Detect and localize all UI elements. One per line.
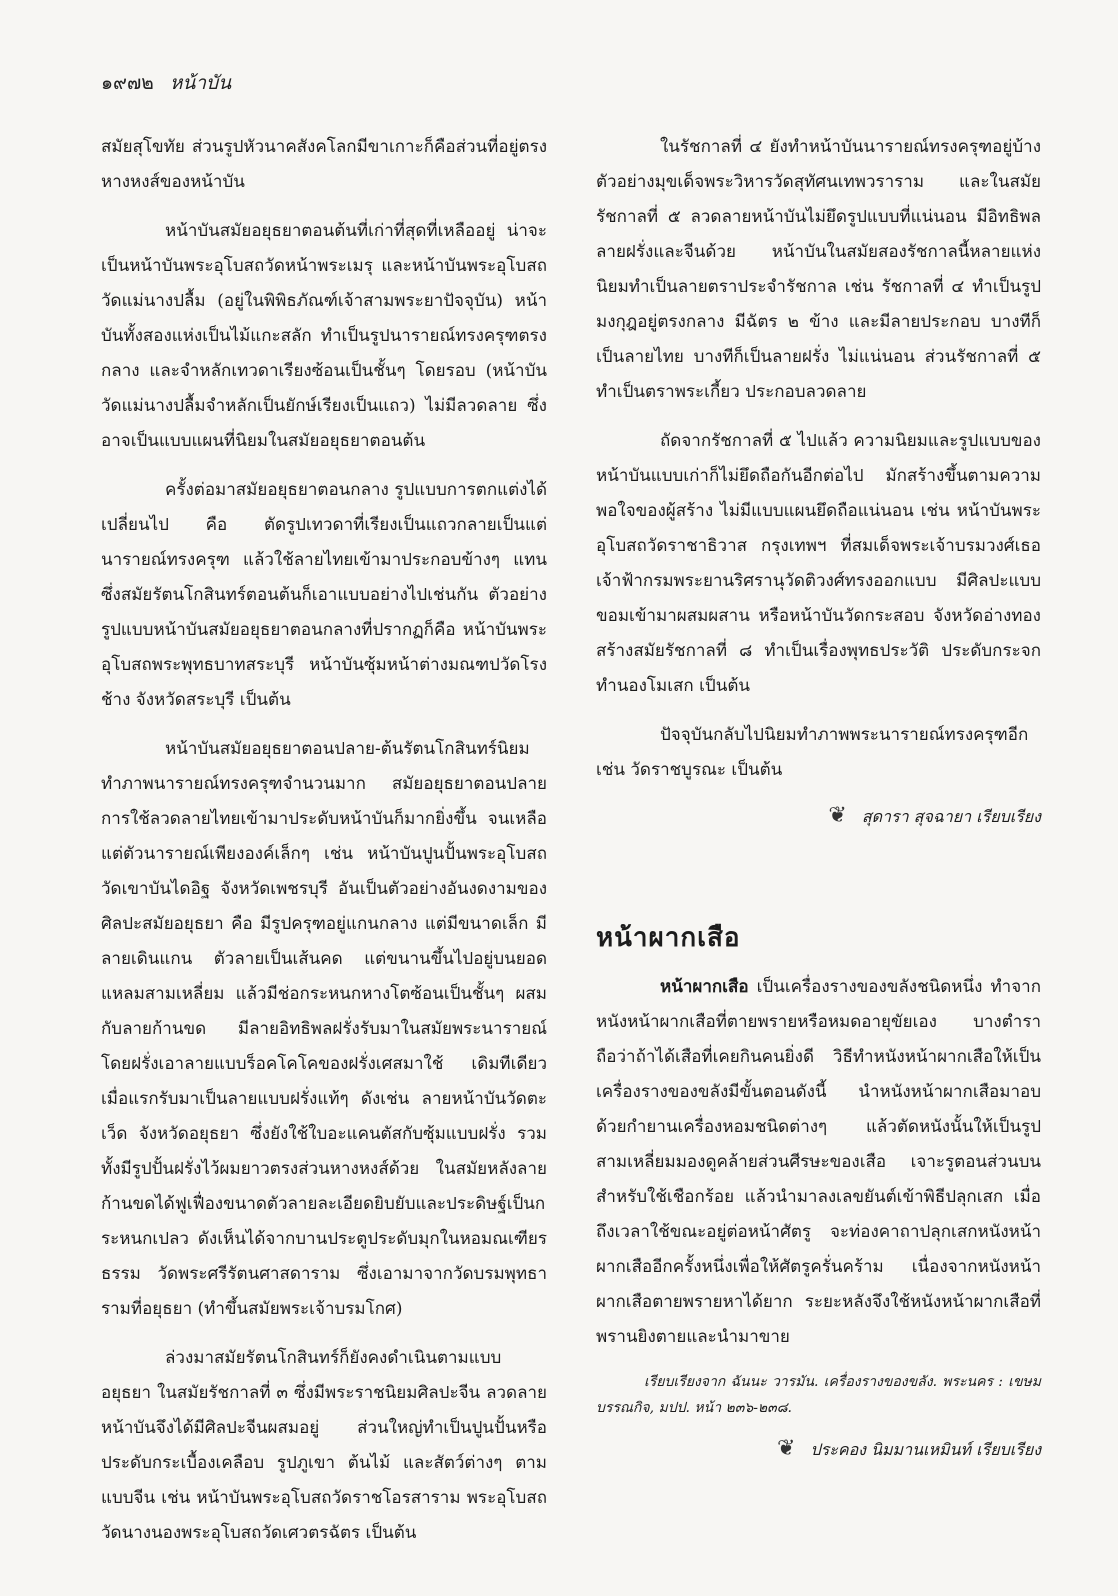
entry-body: เป็นเครื่องรางของขลังชนิดหนึ่ง ทำจากหนังหน้าผากเสือที่ตายพรายหรือหมดอายุขัยเอง บางตำราถือว่าถ้าได้เสือที่เคยกินคนยิ่งดี วิธีทำหนังหน้าผากเสือให้เป็นเครื่องรางของขลังมีขั้นตอนดังนี้ นำหนังหน้าผากเสือมาอบด้วยกำยานเครื่องหอมชนิดต่างๆ แล้วตัดหนังนั้นให้เป็นรูปสามเหลี่ยมมองดูคล้ายส่วนศีรษะของเสือ เจาะรูตอนส่วนบนสำหรับใช้เชือกร้อย แล้วนำมาลงเลขยันต์เข้าพิธีปลุกเสก เมื่อถึงเวลาใช้ขณะอยู่ต่อหน้าศัตรู จะท่องคาถาปลุกเสกหนังหน้าผากเสืออีกครั้งหนึ่งเพื่อให้ศัตรูครั่นคร้าม เนื่องจากหนังหน้าผากเสือตายพรายหาได้ยาก ระยะหลังจึงใช้หนังหน้าผากเสือที่พรานยิงตายและนำมาขาย — [596, 977, 1041, 1347]
paragraph — [596, 970, 1041, 1355]
page-number: ๑๙๗๒ — [101, 72, 154, 94]
author-credit-text: สุดารา สุจฉายา เรียบเรียง — [861, 807, 1041, 826]
section-title: หน้าผากเสือ — [596, 923, 741, 953]
author-credit — [596, 1435, 1041, 1464]
author-credit — [596, 802, 1041, 831]
paragraph: หน้าบันสมัยอยุธยาตอนปลาย-ต้นรัตนโกสินทร์นิยมทำภาพนารายณ์ทรงครุฑจำนวนมาก สมัยอยุธยาตอนปลายการใช้ลวดลายไทยเข้ามาประดับหน้าบันก็มากยิ่งขึ้น จนเหลือแต่ตัวนารายณ์เพียงองค์เล็กๆ เช่น หน้าบันปูนปั้นพระอุโบสถวัดเขาบันไดอิฐ จังหวัดเพชรบุรี อันเป็นตัวอย่างอันงดงามของศิลปะสมัยอยุธยา คือ มีรูปครุฑอยู่แกนกลาง แต่มีขนาดเล็ก มีลายเดินแกน ตัวลายเป็นเส้นคด แต่ขนานขึ้นไปอยู่บนยอดแหลมสามเหลี่ยม แล้วมีช่อกระหนกหางโตซ้อนเป็นชั้นๆ ผสมกับลายก้านขด มีลายอิทธิพลฝรั่งรับมาในสมัยพระนารายณ์ โดยฝรั่งเอาลายแบบร็อคโคโคของฝรั่งเศสมาใช้ เดิมทีเดียวเมื่อแรกรับมาเป็นลายแบบฝรั่งแท้ๆ ดังเช่น ลายหน้าบันวัดตะเว็ด จังหวัดอยุธยา ซึ่งยังใช้ใบอะแคนตัสกับซุ้มแบบฝรั่ง รวมทั้งมีรูปปั้นฝรั่งไว้ผมยาวตรงส่วนหางหงส์ด้วย ในสมัยหลังลายก้านขดได้ฟูเฟื่องขนาดตัวลายละเอียดยิบยับและประดิษฐ์เป็นกระหนกเปลว ดังเห็นได้จากบานประตูประดับมุกในหอมณเฑียรธรรม วัดพระศรีรัตนศาสดาราม ซึ่งเอามาจากวัดบรมพุทธารามที่อยุธยา (ทำขึ้นสมัยพระเจ้าบรมโกศ) — [101, 739, 547, 1319]
running-title: หน้าบัน — [169, 72, 232, 94]
floral-ornament-icon: ❦ — [828, 803, 847, 828]
running-header — [101, 68, 231, 98]
right-column — [596, 130, 1041, 1464]
paragraph: ในรัชกาลที่ ๔ ยังทำหน้าบันนารายณ์ทรงครุฑอยู่บ้าง ตัวอย่างมุขเด็จพระวิหารวัดสุทัศนเทพวราราม และในสมัยรัชกาลที่ ๕ ลวดลายหน้าบันไม่ยึดรูปแบบที่แน่นอน มีอิทธิพลลายฝรั่งและจีนด้วย หน้าบันในสมัยสองรัชกาลนี้หลายแห่งนิยมทำเป็นลายตราประจำรัชกาล เช่น รัชกาลที่ ๔ ทำเป็นรูปมงกุฎอยู่ตรงกลาง มีฉัตร ๒ ข้าง และมีลายประกอบ บางทีก็เป็นลายไทย บางทีก็เป็นลายฝรั่ง ไม่แน่นอน ส่วนรัชกาลที่ ๕ ทำเป็นตราพระเกี้ยว ประกอบลวดลาย — [596, 137, 1041, 402]
paragraph: ถัดจากรัชกาลที่ ๕ ไปแล้ว ความนิยมและรูปแบบของหน้าบันแบบเก่าก็ไม่ยึดถือกันอีกต่อไป มักสร้างขึ้นตามความพอใจของผู้สร้าง ไม่มีแบบแผนยึดถือแน่นอน เช่น หน้าบันพระอุโบสถวัดราชาธิวาส กรุงเทพฯ ที่สมเด็จพระเจ้าบรมวงศ์เธอ เจ้าฟ้ากรมพระยานริศรานุวัดติวงศ์ทรงออกแบบ มีศิลปะแบบขอมเข้ามาผสมผสาน หรือหน้าบันวัดกระสอบ จังหวัดอ่างทอง สร้างสมัยรัชกาลที่ ๘ ทำเป็นเรื่องพุทธประวัติ ประดับกระจกทำนองโมเสก เป็นต้น — [596, 431, 1041, 696]
paragraph: ปัจจุบันกลับไปนิยมทำภาพพระนารายณ์ทรงครุฑอีก เช่น วัดราชบูรณะ เป็นต้น — [596, 725, 1029, 780]
left-column — [101, 130, 547, 1565]
reference-note: เรียบเรียงจาก ฉันนะ วารมัน. เครื่องรางของขลัง. พระนคร : เขษมบรรณกิจ, มปป. หน้า ๒๓๖-๒๓๘. — [596, 1374, 1041, 1416]
paragraph: ครั้งต่อมาสมัยอยุธยาตอนกลาง รูปแบบการตกแต่งได้เปลี่ยนไป คือ ตัดรูปเทวดาที่เรียงเป็นแถวกลายเป็นแต่นารายณ์ทรงครุฑ แล้วใช้ลายไทยเข้ามาประกอบข้างๆ แทน ซึ่งสมัยรัตนโกสินทร์ตอนต้นก็เอาแบบอย่างไปเช่นกัน ตัวอย่างรูปแบบหน้าบันสมัยอยุธยาตอนกลางที่ปรากฏก็คือ หน้าบันพระอุโบสถพระพุทธบาทสระบุรี หน้าบันซุ้มหน้าต่างมณฑปวัดโรงช้าง จังหวัดสระบุรี เป็นต้น — [101, 480, 547, 710]
author-credit-text: ประคอง นิมมานเหมินท์ เรียบเรียง — [810, 1440, 1041, 1459]
entry-term: หน้าผากเสือ — [660, 977, 749, 997]
paragraph: ล่วงมาสมัยรัตนโกสินทร์ก็ยังคงดำเนินตามแบบอยุธยา ในสมัยรัชกาลที่ ๓ ซึ่งมีพระราชนิยมศิลปะจีน ลวดลายหน้าบันจึงได้มีศิลปะจีนผสมอยู่ ส่วนใหญ่ทำเป็นปูนปั้นหรือประดับกระเบื้องเคลือบ รูปภูเขา ต้นไม้ และสัตว์ต่างๆ ตามแบบจีน เช่น หน้าบันพระอุโบสถวัดราชโอรสาราม พระอุโบสถวัดนางนองพระอุโบสถวัดเศวตรฉัตร เป็นต้น — [101, 1348, 547, 1543]
paragraph: หน้าบันสมัยอยุธยาตอนต้นที่เก่าที่สุดที่เหลืออยู่ น่าจะเป็นหน้าบันพระอุโบสถวัดหน้าพระเมรุ และหน้าบันพระอุโบสถวัดแม่นางปลื้ม (อยู่ในพิพิธภัณฑ์เจ้าสามพระยาปัจจุบัน) หน้าบันทั้งสองแห่งเป็นไม้แกะสลัก ทำเป็นรูปนารายณ์ทรงครุฑตรงกลาง และจำหลักเทวดาเรียงซ้อนเป็นชั้นๆ โดยรอบ (หน้าบันวัดแม่นางปลื้มจำหลักเป็นยักษ์เรียงเป็นแถว) ไม่มีลวดลาย ซึ่งอาจเป็นแบบแผนที่นิยมในสมัยอยุธยาตอนต้น — [101, 221, 547, 451]
paragraph: สมัยสุโขทัย ส่วนรูปหัวนาคสังคโลกมีขาเกาะก็คือส่วนที่อยู่ตรงหางหงส์ของหน้าบัน — [101, 137, 547, 192]
floral-ornament-icon: ❦ — [776, 1436, 796, 1461]
